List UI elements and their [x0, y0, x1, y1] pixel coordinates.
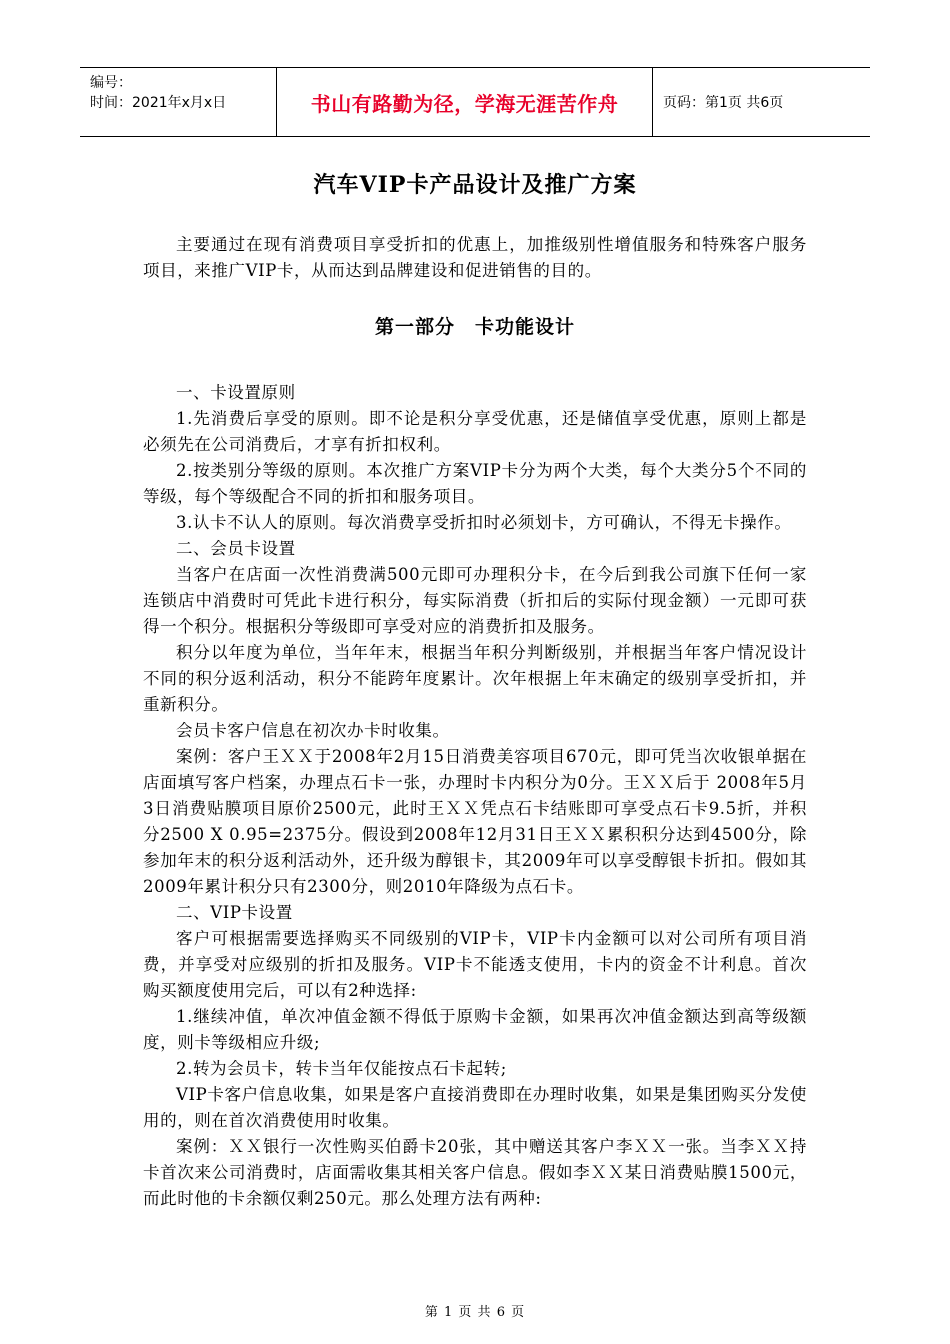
paragraph: 一、卡设置原则	[176, 383, 296, 402]
document-date: 时间：2021年x月x日	[90, 95, 227, 111]
paragraph: 二、会员卡设置	[176, 539, 296, 558]
page-header	[80, 67, 870, 137]
paragraph: 案例：客户王ＸＸ于2008年2月15日消费美容项目670元，即可凭当次收银单据在店面填写客户档案，办理点石卡一张，办理时卡内积分为0分。王ＸＸ后于 2008年5月3日消费贴膜项目原价2500元，此时王ＸＸ凭点石卡结账即可享受点石卡9.5折，并积分2500 X 0.95=2375分。假设到2008年12月31日王ＸＸ累积积分达到4500分，除参加年末的积分返利活动外，还升级为醇银卡，其2009年可以享受醇银卡折扣。假如其2009年累计积分只有2300分，则2010年降级为点石卡。	[143, 747, 807, 896]
paragraph: 客户可根据需要选择购买不同级别的VIP卡，VIP卡内金额可以对公司所有项目消费，并享受对应级别的折扣及服务。VIP卡不能透支使用，卡内的资金不计利息。首次购买额度使用完后，可以有2种选择:	[143, 929, 807, 1000]
paragraph: 二、VIP卡设置	[176, 903, 293, 922]
paragraph: 案例：ＸＸ银行一次性购买伯爵卡20张，其中赠送其客户李ＸＸ一张。当李ＸＸ持卡首次来公司消费时，店面需收集其相关客户信息。假如李ＸＸ某日消费贴膜1500元，而此时他的卡余额仅剩250元。那么处理方法有两种:	[143, 1137, 807, 1208]
document-number-label: 编号：	[90, 75, 132, 91]
paragraph: 当客户在店面一次性消费满500元即可办理积分卡，在今后到我公司旗下任何一家连锁店中消费时可凭此卡进行积分，每实际消费（折扣后的实际付现金额）一元即可获得一个积分。根据积分等级即可享受对应的消费折扣及服务。	[143, 565, 807, 636]
section-heading: 第一部分 卡功能设计	[374, 316, 575, 338]
document-title: 汽车VIP卡产品设计及推广方案	[313, 172, 637, 198]
paragraph: 3.认卡不认人的原则。每次消费享受折扣时必须划卡，方可确认，不得无卡操作。	[176, 513, 792, 532]
header-page-info: 页码：第1页 共6页	[663, 95, 784, 111]
page-footer: 第 1 页 共 6 页	[424, 1305, 526, 1320]
paragraph: 1.先消费后享受的原则。即不论是积分享受优惠，还是储值享受优惠，原则上都是必须先在公司消费后，才享有折扣权利。	[143, 409, 807, 454]
paragraph: 1.继续冲值，单次冲值金额不得低于原购卡金额，如果再次冲值金额达到高等级额度，则卡等级相应升级;	[143, 1007, 807, 1052]
paragraph: VIP卡客户信息收集，如果是客户直接消费即在办理时收集，如果是集团购买分发使用的，则在首次消费使用时收集。	[143, 1085, 807, 1130]
intro-paragraph: 主要通过在现有消费项目享受折扣的优惠上，加推级别性增值服务和特殊客户服务项目，来推广VIP卡，从而达到品牌建设和促进销售的目的。	[143, 235, 807, 280]
paragraph: 2.转为会员卡，转卡当年仅能按点石卡起转;	[176, 1059, 507, 1078]
header-meta	[80, 68, 277, 136]
document-body	[143, 232, 807, 1212]
paragraph: 2.按类别分等级的原则。本次推广方案VIP卡分为两个大类，每个大类分5个不同的等级，每个等级配合不同的折扣和服务项目。	[143, 461, 807, 506]
paragraph: 会员卡客户信息在初次办卡时收集。	[176, 721, 450, 740]
paragraph: 积分以年度为单位，当年年末，根据当年积分判断级别，并根据当年客户情况设计不同的积分返利活动，积分不能跨年度累计。次年根据上年末确定的级别享受折扣，并重新积分。	[143, 643, 807, 714]
header-motto: 书山有路勤为径，学海无涯苦作舟	[277, 68, 653, 136]
